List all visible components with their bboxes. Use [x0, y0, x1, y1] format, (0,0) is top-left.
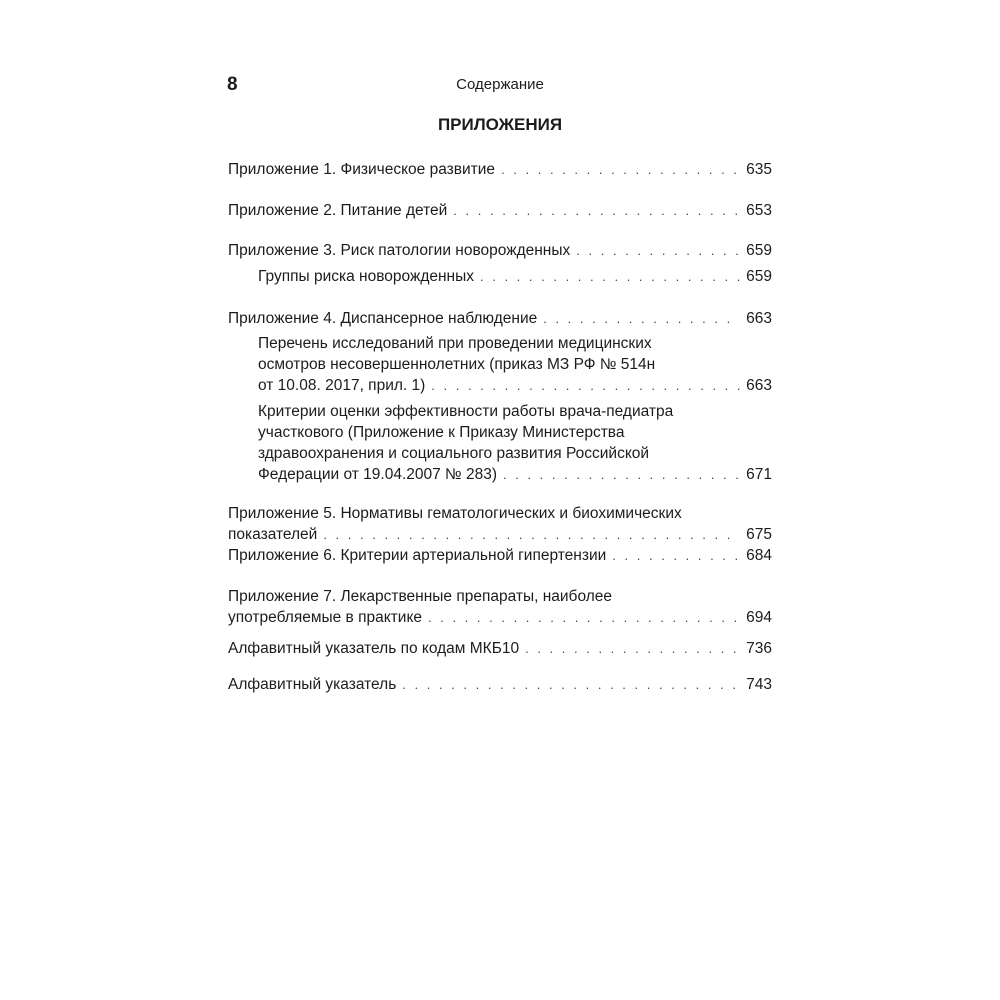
toc-page-number: 659 [746, 242, 772, 259]
toc-page-number: 663 [746, 377, 772, 394]
toc-page-number: 743 [746, 676, 772, 693]
toc-entry-title: Алфавитный указатель по кодам МКБ10 [228, 640, 520, 657]
section-title: ПРИЛОЖЕНИЯ [437, 115, 563, 134]
toc-entry-title-line: участкового (Приложение к Приказу Министерства [258, 424, 625, 441]
dot-leader [612, 545, 740, 566]
running-head: Содержание [456, 76, 544, 93]
dot-leader [323, 524, 740, 545]
toc-page-number: 671 [746, 466, 772, 483]
toc-entry-appendix-7[interactable] [228, 586, 772, 628]
toc-entry-icd10-index[interactable] [228, 638, 772, 659]
toc-entry-title: употребляемые в практике [228, 609, 423, 626]
toc-entry-title-line: Приложение 5. Нормативы гематологических и биохимических [228, 505, 682, 522]
toc-subentry-criteria[interactable] [258, 401, 772, 485]
dot-leader [503, 464, 740, 485]
toc-page-number: 675 [746, 526, 772, 543]
dot-leader [501, 159, 740, 180]
toc-subentry-risk-groups[interactable] [258, 266, 772, 287]
toc-entry-title: от 10.08. 2017, прил. 1) [258, 377, 426, 394]
toc-entry-appendix-1[interactable] [228, 159, 772, 180]
toc-entry-title: Приложение 6. Критерии артериальной гипертензии [228, 547, 607, 564]
toc-page-number: 663 [746, 310, 772, 327]
toc-entry-appendix-4[interactable] [228, 308, 772, 329]
toc-entry-title: Приложение 2. Питание детей [228, 202, 448, 219]
toc-entry-appendix-3[interactable] [228, 240, 772, 261]
dot-leader [453, 200, 740, 221]
toc-subentry-exam-list[interactable] [258, 333, 772, 396]
dot-leader [480, 266, 740, 287]
toc-page-number: 635 [746, 161, 772, 178]
toc-page-number: 659 [746, 268, 772, 285]
toc-entry-title-line: Критерии оценки эффективности работы врача-педиатра [258, 403, 674, 420]
toc-entry-title: Приложение 3. Риск патологии новорожденных [228, 242, 571, 259]
toc-entry-title-line: Приложение 7. Лекарственные препараты, наиболее [228, 588, 613, 605]
toc-entry-alphabetic-index[interactable] [228, 674, 772, 695]
toc-entry-title-line: Перечень исследований при проведении медицинских [258, 335, 652, 352]
dot-leader [525, 638, 740, 659]
toc-entry-title: Группы риска новорожденных [258, 268, 475, 285]
dot-leader [431, 375, 740, 396]
dot-leader [543, 308, 740, 329]
toc-page-number: 653 [746, 202, 772, 219]
toc-entry-appendix-5[interactable] [228, 503, 772, 545]
toc-entry-title-line: осмотров несовершеннолетних (приказ МЗ РФ № 514н [258, 356, 656, 373]
dot-leader [576, 240, 740, 261]
toc-entry-title: показателей [228, 526, 318, 543]
toc-page-number: 694 [746, 609, 772, 626]
toc-entry-title: Приложение 4. Диспансерное наблюдение [228, 310, 538, 327]
toc-entry-appendix-6[interactable] [228, 545, 772, 566]
toc-page-number: 736 [746, 640, 772, 657]
dot-leader [428, 607, 740, 628]
toc-entry-title-line: здравоохранения и социального развития Российской [258, 445, 650, 462]
page-number: 8 [227, 74, 238, 95]
toc-entry-title: Федерации от 19.04.2007 № 283) [258, 466, 497, 483]
toc-entry-title: Алфавитный указатель [228, 676, 397, 693]
toc-page-number: 684 [746, 547, 772, 564]
toc-entry-title: Приложение 1. Физическое развитие [228, 161, 496, 178]
dot-leader [402, 674, 740, 695]
toc-entry-appendix-2[interactable] [228, 200, 772, 221]
